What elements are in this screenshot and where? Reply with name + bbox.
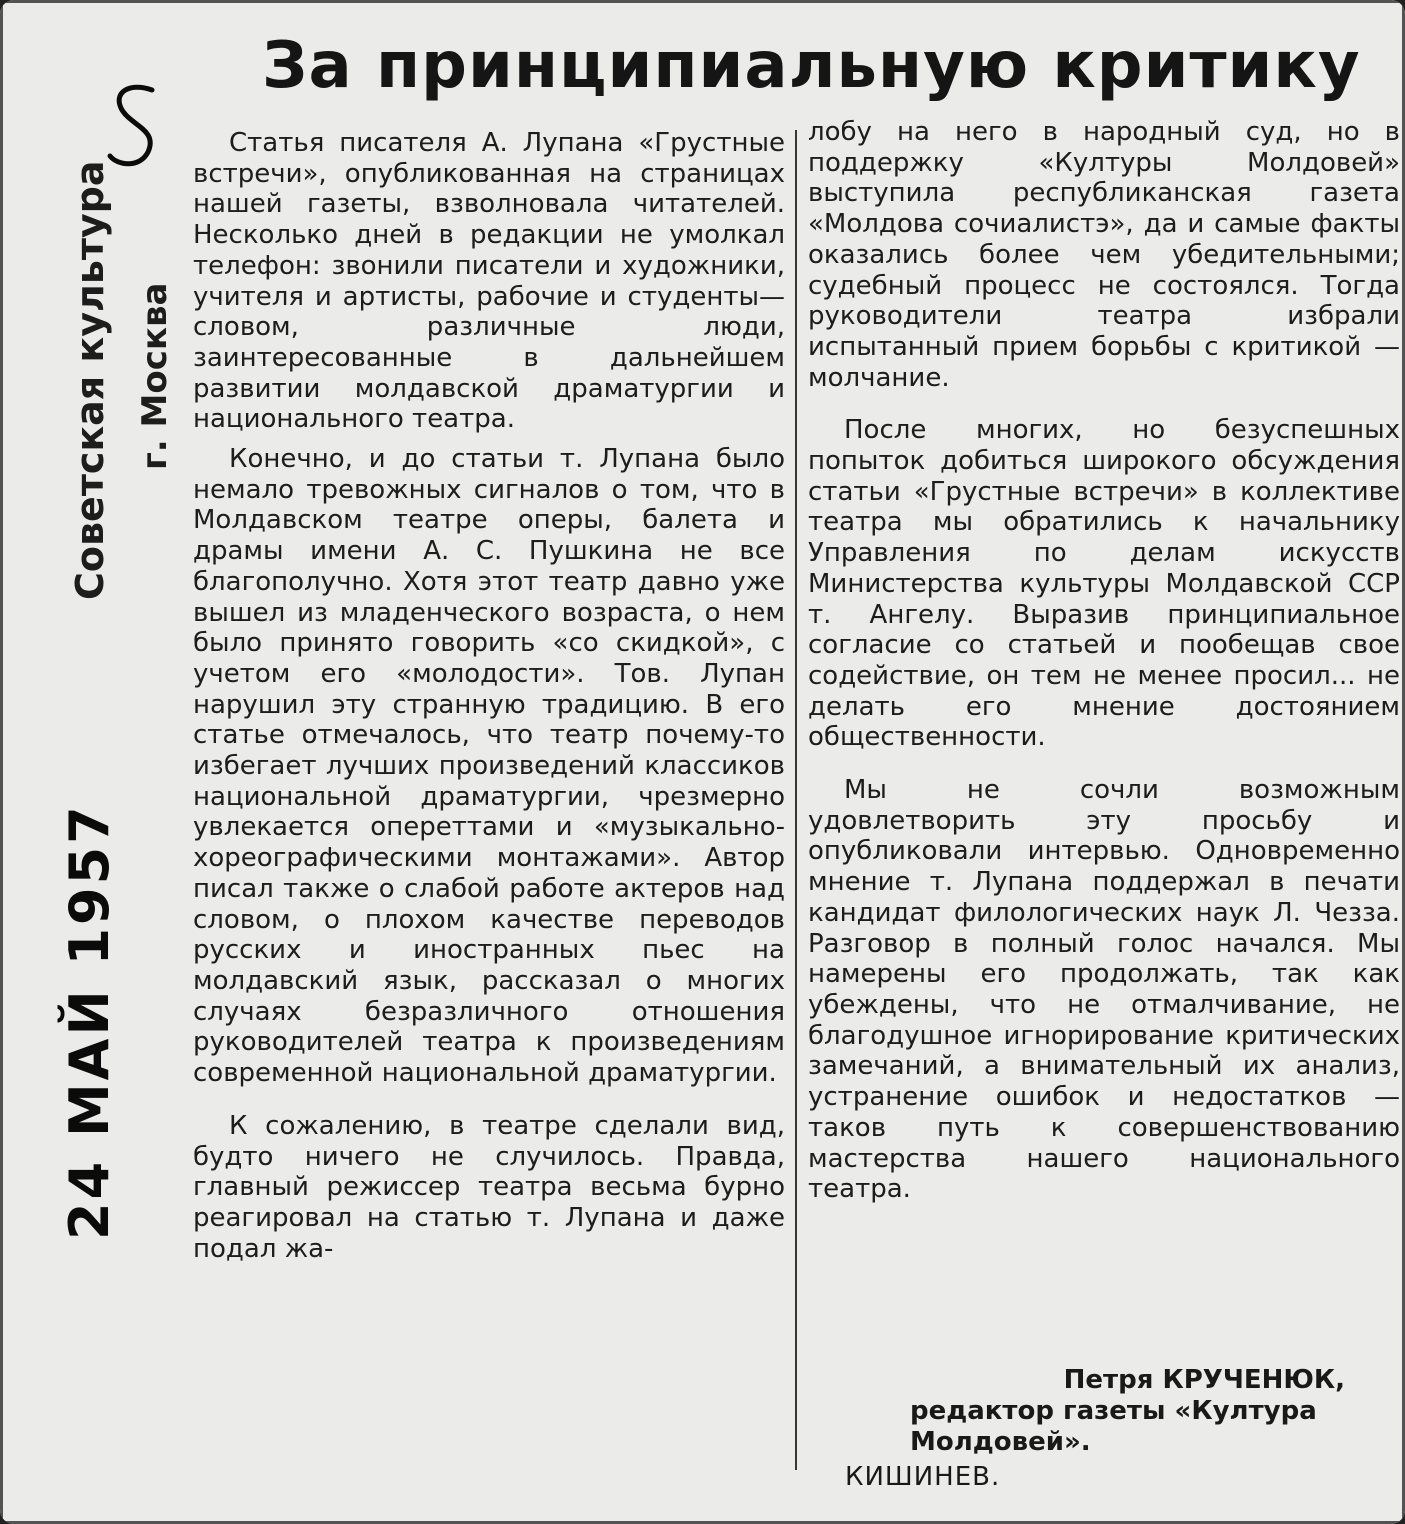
article-headline: За принципиальную критику	[262, 29, 1361, 103]
paragraph: Мы не сочли возможным удовлетворить эту просьбу и опубликовали интервью. Одновременно мнение т. Лупана поддержал в печати кандидат филологических наук Л. Чезза. Разговор в полный голос начался. Мы намерены его продолжать, так как убеждены, что не отмалчивание, не благодушное игнорирование критических замечаний, а внимательный их анализ, устранение ошибок и недостатков — таков путь к совершенствованию мастерства нашего национального театра.	[808, 775, 1400, 1205]
column-divider	[795, 130, 797, 1470]
paragraph: лобу на него в народный суд, но в поддержку «Културы Молдовей» выступила республиканская газета «Молдова сочиалистэ», да и самые факты оказались более чем убедительными; судебный процесс не состоялся. Тогда руководители театра избрали испытанный прием борьбы с критикой — молчание.	[808, 117, 1400, 393]
author-name: Петря КРУЧЕНЮК,	[1063, 1365, 1345, 1395]
clipping-top-edge	[0, 0, 1405, 3]
article-signature	[845, 1365, 1375, 1493]
article-column-left	[193, 128, 785, 1264]
stamp-date: 24 МАЙ 1957	[58, 803, 121, 1240]
paragraph: Конечно, и до статьи т. Лупана было немало тревожных сигналов о том, что в Молдавском театре оперы, балета и драмы имени А. С. Пушкина не все благополучно. Хотя этот театр давно уже вышел из младенческого возраста, о нем было принято говорить «со скидкой», с учетом его «молодости». Тов. Лупан нарушил эту странную традицию. В его статье отмечалось, что театр почему-то избегает лучших произведений классиков национальной драматургии, чрезмерно увлекается опереттами и «музыкально-хореографическими монтажами». Автор писал также о слабой работе актеров над словом, о плохом качестве переводов русских и иностранных пьес на молдавский язык, рассказал о многих случаях безразличного отношения руководителей театра к произведениям современной национальной драматургии.	[193, 444, 785, 1089]
stamp-publication-name: Советская культура	[68, 160, 112, 600]
author-role: редактор газеты «Култура Молдовей».	[910, 1396, 1317, 1457]
paragraph: К сожалению, в театре сделали вид, будто ничего не случилось. Правда, главный режиссер театра весьма бурно реагировал на статью т. Лупана и даже подал жа-	[193, 1110, 785, 1264]
stamp-city: г. Москва	[135, 282, 175, 470]
clipping-left-edge	[0, 0, 3, 1524]
handwritten-s-mark	[100, 82, 166, 172]
paragraph: После многих, но безуспешных попыток добиться широкого обсуждения статьи «Грустные встречи» в коллективе театра мы обратились к начальнику Управления по делам искусств Министерства культуры Молдавской ССР т. Ангелу. Выразив принципиальное согласие со статьей и пообещав свое содействие, он тем не менее просил... не делать его мнение достоянием общественности.	[808, 415, 1400, 753]
article-column-right	[808, 117, 1400, 1205]
dateline-city: КИШИНЕВ.	[845, 1462, 1001, 1492]
paragraph: Статья писателя А. Лупана «Грустные встречи», опубликованная на страницах нашей газеты, взволновала читателей. Несколько дней в редакции не умолкал телефон: звонили писатели и художники, учителя и артисты, рабочие и студенты—словом, различные люди, заинтересованные в дальнейшем развитии молдавской драматургии и национального театра.	[193, 128, 785, 435]
